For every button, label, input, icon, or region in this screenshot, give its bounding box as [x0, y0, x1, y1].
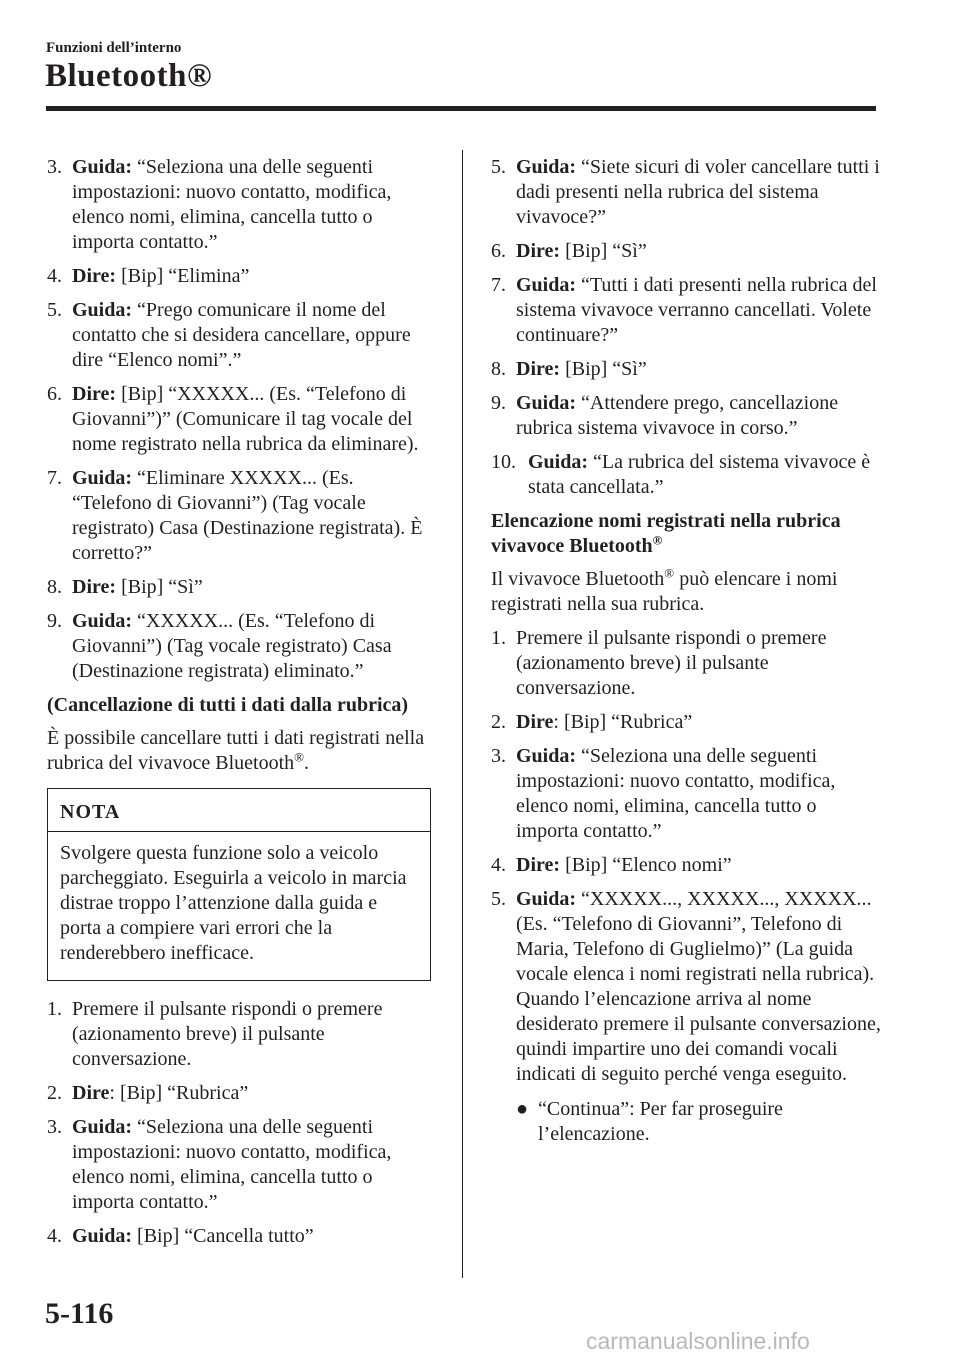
step-item	[491, 450, 881, 500]
bullet-icon: ●	[516, 1098, 529, 1120]
step-item	[47, 1115, 437, 1215]
step-number: 4.	[491, 854, 506, 876]
step-label: Dire	[516, 711, 554, 733]
step-label: Guida:	[72, 610, 133, 632]
step-text: “Eliminare XXXXX... (Es. “Telefono di Giovanni”) (Tag vocale registrato) Casa (Destinazione registrata). È corretto?”	[72, 467, 423, 564]
intro-end: può elencare i nomi registrati nella sua rubrica.	[491, 568, 838, 615]
step-item	[491, 155, 881, 230]
step-number: 6.	[491, 240, 506, 262]
step-number: 9.	[491, 392, 506, 414]
step-number: 3.	[491, 745, 506, 767]
registered-mark: ®	[294, 749, 305, 765]
step-text: Premere il pulsante rispondi o premere (azionamento breve) il pulsante conversazione.	[516, 627, 827, 699]
section-label: Funzioni dell’interno	[46, 40, 182, 56]
step-number: 9.	[47, 610, 62, 632]
step-item	[491, 357, 881, 382]
step-item	[47, 264, 437, 289]
step-number: 5.	[491, 888, 506, 910]
left-column	[47, 155, 437, 1258]
note-title: NOTA	[48, 789, 430, 832]
step-text: [Bip] “Sì”	[116, 576, 203, 598]
step-label: Guida:	[516, 888, 577, 910]
step-label: Dire:	[72, 265, 117, 287]
step-number: 3.	[47, 1116, 62, 1138]
step-number: 2.	[491, 711, 506, 733]
step-text: “Attendere prego, cancellazione rubrica sistema vivavoce in corso.”	[516, 392, 839, 439]
step-number: 7.	[47, 467, 62, 489]
right-steps-delete-all	[491, 155, 881, 500]
step-text: “XXXXX... (Es. “Telefono di Giovanni”) (Tag vocale registrato) Casa (Destinazione registrata) eliminato.”	[72, 610, 392, 682]
intro-paragraph	[47, 726, 437, 776]
intro-text: Il vivavoce Bluetooth	[491, 568, 665, 590]
step-number: 4.	[47, 265, 62, 287]
step-number: 3.	[47, 156, 62, 178]
step-text: : [Bip] “Rubrica”	[553, 711, 693, 733]
step-label: Guida:	[72, 467, 133, 489]
step-text: [Bip] “Elenco nomi”	[560, 854, 732, 876]
step-item	[47, 155, 437, 255]
step-text: [Bip] “Sì”	[560, 358, 647, 380]
step-label: Dire:	[72, 576, 117, 598]
step-label: Guida:	[72, 299, 133, 321]
step-text: Premere il pulsante rispondi o premere (azionamento breve) il pulsante conversazione.	[72, 998, 383, 1070]
step-text: “Seleziona una delle seguenti impostazioni: nuovo contatto, modifica, elenco nomi, elimina, cancella tutto o importa contatto.”	[72, 156, 392, 253]
step-label: Guida:	[528, 451, 589, 473]
step-text: “Seleziona una delle seguenti impostazioni: nuovo contatto, modifica, elenco nomi, elimina, cancella tutto o importa contatto.”	[72, 1116, 392, 1213]
step-label: Guida:	[516, 274, 577, 296]
step-label: Dire	[72, 1082, 110, 1104]
step-text: “XXXXX..., XXXXX..., XXXXX... (Es. “Telefono di Giovanni”, Telefono di Maria, Telefono di Guglielmo)” (La guida vocale elenca i nomi registrati nella rubrica). Quando l’elencazione arriva al nome desiderato premere il pulsante conversazione, quindi impartire uno dei comandi vocali indicati di seguito perché venga eseguito.	[516, 888, 881, 1085]
right-steps-list-names	[491, 626, 881, 1147]
section-heading-list-names	[491, 509, 881, 559]
step-text: [Bip] “XXXXX... (Es. “Telefono di Giovanni”)” (Comunicare il tag vocale del nome registrato nella rubrica da eliminare).	[72, 383, 419, 455]
step-item	[491, 710, 881, 735]
step-text: [Bip] “Sì”	[560, 240, 647, 262]
step-number: 8.	[491, 358, 506, 380]
step-item	[491, 744, 881, 844]
step-text: “Tutti i dati presenti nella rubrica del sistema vivavoce verranno cancellati. Volete continuare?”	[516, 274, 877, 346]
step-label: Guida:	[72, 156, 133, 178]
step-label: Guida:	[516, 745, 577, 767]
step-item	[491, 853, 881, 878]
step-text: “Prego comunicare il nome del contatto che si desidera cancellare, oppure dire “Elenco nomi”.”	[72, 299, 411, 371]
step-item	[47, 609, 437, 684]
step-text: [Bip] “Cancella tutto”	[132, 1225, 314, 1247]
step-item	[491, 391, 881, 441]
step-item	[491, 273, 881, 348]
page-title: Bluetooth®	[45, 58, 213, 94]
bullet-text: “Continua”: Per far proseguire l’elencazione.	[538, 1098, 783, 1145]
step-item	[47, 466, 437, 566]
step-label: Dire:	[516, 358, 561, 380]
intro-text: È possibile cancellare tutti i dati registrati nella rubrica del vivavoce Bluetooth	[47, 727, 425, 774]
step-number: 1.	[47, 998, 62, 1020]
intro-end: .	[304, 752, 310, 774]
left-steps-delete	[47, 155, 437, 684]
left-steps-delete-all	[47, 997, 437, 1249]
step-number: 4.	[47, 1225, 62, 1247]
step-number: 10.	[491, 451, 516, 473]
step-number: 6.	[47, 383, 62, 405]
step-text: “La rubrica del sistema vivavoce è stata cancellata.”	[528, 451, 871, 498]
heading-text: Elencazione nomi registrati nella rubrica vivavoce Bluetooth	[491, 510, 841, 557]
step-label: Dire:	[516, 240, 561, 262]
step-text: [Bip] “Elimina”	[116, 265, 250, 287]
note-box	[47, 788, 431, 981]
step-number: 1.	[491, 627, 506, 649]
intro-paragraph	[491, 567, 881, 617]
step-item	[491, 887, 881, 1147]
step-number: 2.	[47, 1082, 62, 1104]
page-number: 5-116	[45, 1297, 114, 1330]
step-item	[47, 575, 437, 600]
step-item	[47, 1081, 437, 1106]
step-label: Guida:	[72, 1225, 133, 1247]
step-text: “Siete sicuri di voler cancellare tutti i dadi presenti nella rubrica del sistema vivavoce?”	[516, 156, 880, 228]
step-item	[47, 997, 437, 1072]
step-label: Guida:	[516, 156, 577, 178]
registered-mark: ®	[664, 565, 675, 581]
step-number: 5.	[47, 299, 62, 321]
step-label: Guida:	[516, 392, 577, 414]
step-label: Guida:	[72, 1116, 133, 1138]
step-item	[47, 298, 437, 373]
step-text: “Seleziona una delle seguenti impostazioni: nuovo contatto, modifica, elenco nomi, elimina, cancella tutto o importa contatto.”	[516, 745, 836, 842]
column-divider	[462, 150, 463, 1278]
step-number: 8.	[47, 576, 62, 598]
step-item	[491, 626, 881, 701]
right-column	[491, 155, 881, 1156]
watermark: carmanualsonline.info	[586, 1328, 810, 1354]
title-rule	[46, 106, 876, 111]
step-item	[47, 1224, 437, 1249]
step-number: 5.	[491, 156, 506, 178]
step-number: 7.	[491, 274, 506, 296]
step-label: Dire:	[72, 383, 117, 405]
bullet-item	[491, 1097, 881, 1147]
step-item	[47, 382, 437, 457]
subheading-delete-all: (Cancellazione di tutti i dati dalla rubrica)	[47, 694, 409, 716]
step-text: : [Bip] “Rubrica”	[109, 1082, 249, 1104]
step-item	[491, 239, 881, 264]
note-body: Svolgere questa funzione solo a veicolo parcheggiato. Eseguirla a veicolo in marcia distrae troppo l’attenzione dalla guida e porta a compiere vari errori che la renderebbero inefficace.	[60, 842, 407, 964]
registered-mark: ®	[652, 532, 663, 548]
step-label: Dire:	[516, 854, 561, 876]
